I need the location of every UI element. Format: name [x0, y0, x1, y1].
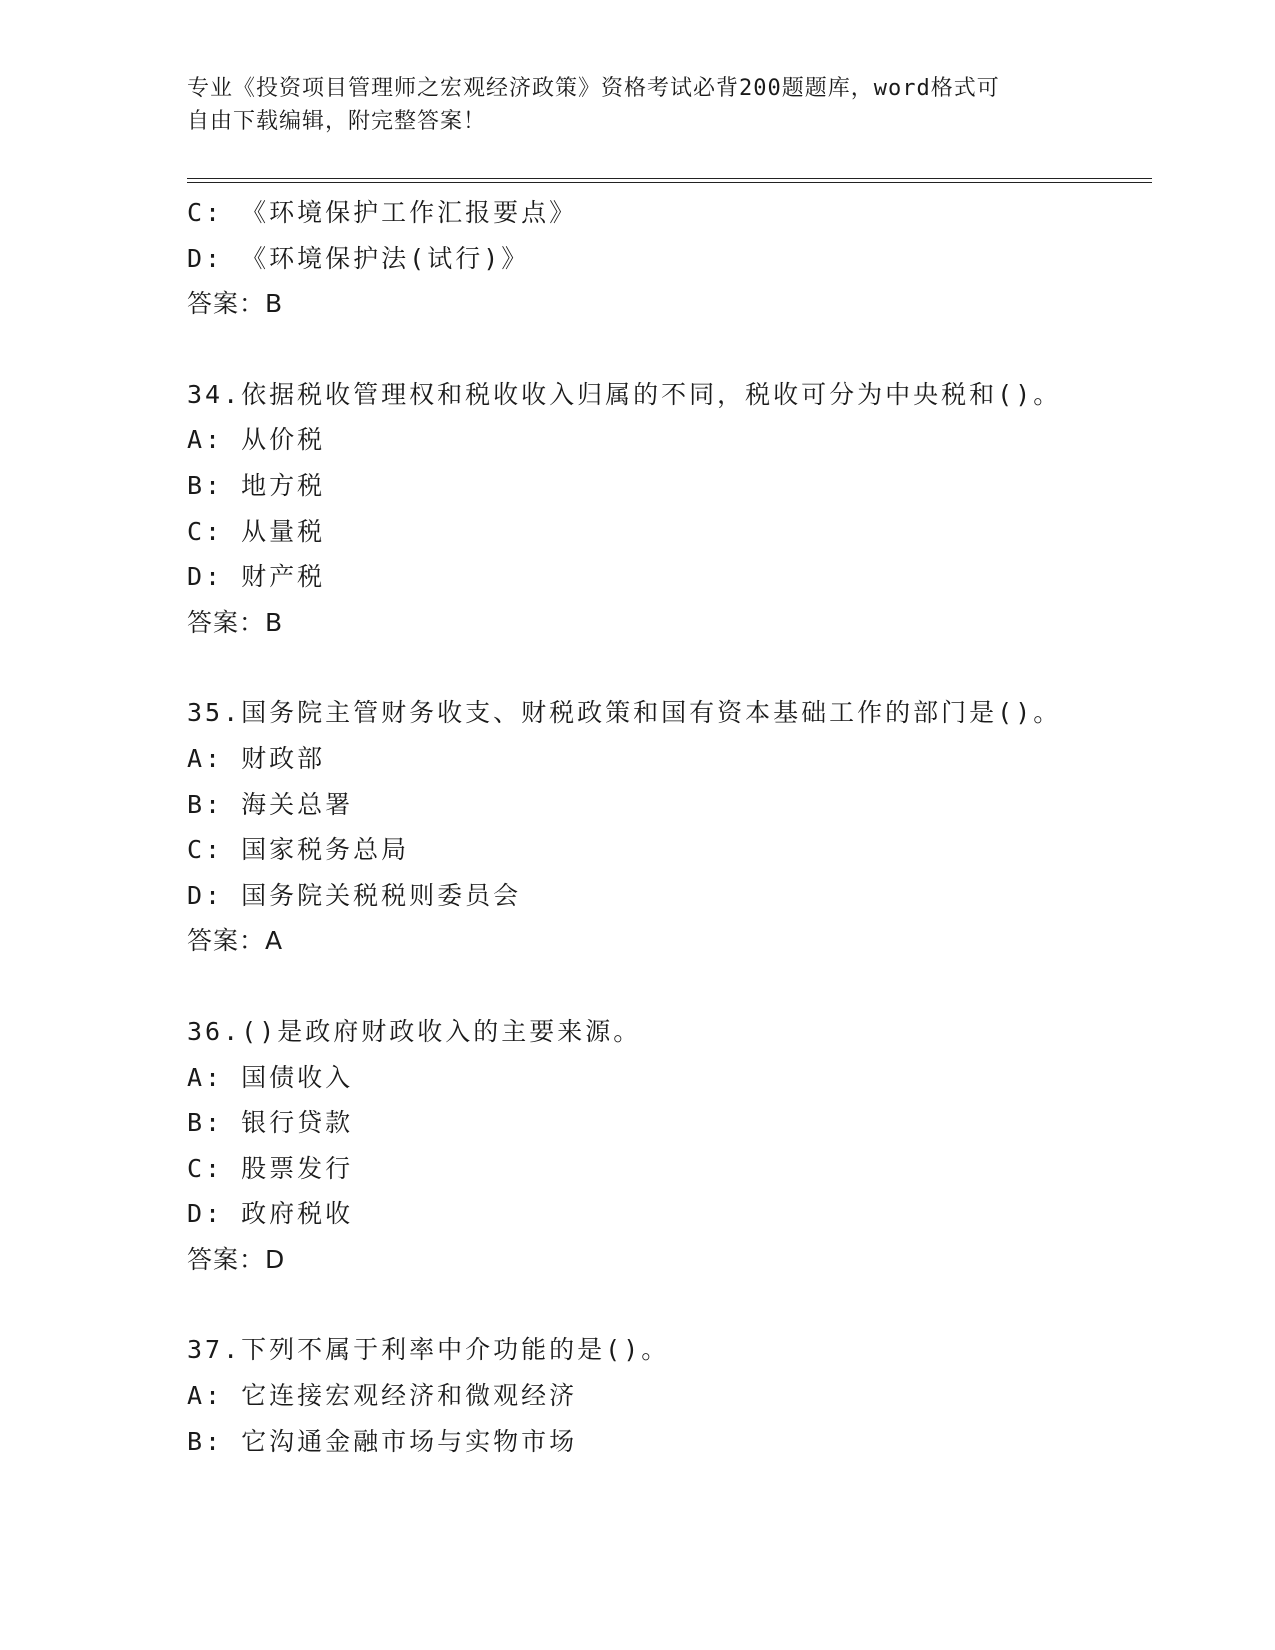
answer-line: 答案：B	[187, 607, 284, 637]
document-header	[187, 72, 1087, 138]
option-c: C: 《环境保护工作汇报要点》	[187, 198, 578, 227]
option-d: D: 政府税收	[187, 1199, 354, 1229]
question-block-partial	[187, 190, 1152, 327]
header-line-1: 专业《投资项目管理师之宏观经济政策》资格考试必背200题题库，word格式可	[187, 76, 1000, 101]
question-block	[187, 690, 1152, 964]
answer-line: 答案：A	[187, 926, 284, 956]
option-a: A: 它连接宏观经济和微观经济	[187, 1381, 578, 1411]
answer-line: 答案：D	[187, 1244, 286, 1274]
option-b: B: 地方税	[187, 470, 326, 500]
question-stem: 34.依据税收管理权和税收收入归属的不同，税收可分为中央税和()。	[187, 379, 1062, 409]
option-b: B: 银行贷款	[187, 1108, 354, 1138]
question-block	[187, 1327, 1152, 1464]
question-list	[187, 190, 1152, 1464]
option-a: A: 财政部	[187, 743, 326, 773]
option-c: C: 国家税务总局	[187, 835, 410, 865]
answer-line: 答案：B	[187, 289, 284, 319]
option-c: C: 股票发行	[187, 1153, 354, 1183]
option-d: D: 国务院关税税则委员会	[187, 880, 522, 910]
header-line-2: 自由下载编辑，附完整答案！	[187, 109, 487, 134]
question-stem: 37.下列不属于利率中介功能的是()。	[187, 1335, 670, 1365]
question-block	[187, 1009, 1152, 1283]
question-stem: 35.国务院主管财务收支、财税政策和国有资本基础工作的部门是()。	[187, 698, 1062, 728]
question-block	[187, 372, 1152, 646]
option-a: A: 从价税	[187, 425, 326, 455]
option-c: C: 从量税	[187, 516, 326, 546]
option-b: B: 它沟通金融市场与实物市场	[187, 1426, 578, 1456]
option-d: D: 《环境保护法(试行)》	[187, 243, 530, 273]
option-b: B: 海关总署	[187, 789, 354, 819]
question-stem: 36.()是政府财政收入的主要来源。	[187, 1016, 642, 1046]
option-a: A: 国债收入	[187, 1062, 354, 1092]
header-divider	[187, 178, 1152, 184]
option-d: D: 财产税	[187, 562, 326, 592]
